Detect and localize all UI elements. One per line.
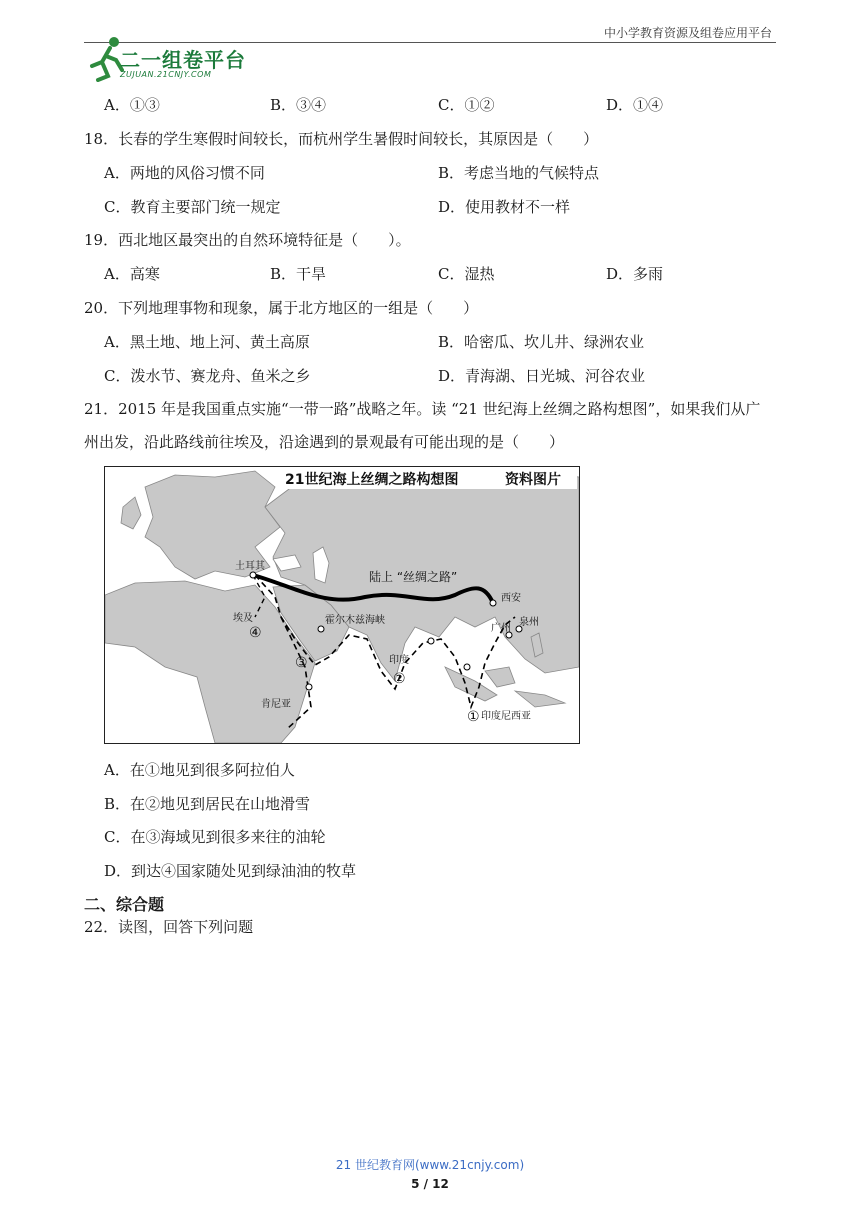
platform-header-text: 中小学教育资源及组卷应用平台 bbox=[603, 26, 772, 40]
q19-option-a: A．高寒 bbox=[104, 265, 160, 283]
map-label-guangzhou: 广州 bbox=[491, 623, 511, 634]
map-label-egypt: 埃及 bbox=[233, 613, 253, 624]
map-marker-1: ① bbox=[467, 709, 480, 725]
map-label-hormuz: 霍尔木兹海峡 bbox=[325, 615, 385, 626]
q22-stem: 22．读图，回答下列问题 bbox=[84, 918, 254, 936]
map-title: 21世纪海上丝绸之路构想图 bbox=[285, 472, 459, 488]
q21-option-d: D．到达④国家随处见到绿油油的牧草 bbox=[104, 862, 357, 880]
silk-road-map bbox=[104, 466, 580, 744]
map-label-xian: 西安 bbox=[501, 593, 521, 604]
q17-option-c: C．①② bbox=[438, 96, 495, 114]
q19-option-b: B．干旱 bbox=[270, 265, 327, 283]
q17-option-b: B．③④ bbox=[270, 96, 327, 114]
q20-stem: 20．下列地理事物和现象，属于北方地区的一组是（ ） bbox=[84, 299, 479, 317]
map-marker-3: ③ bbox=[295, 655, 308, 671]
map-label-india: 印度 bbox=[389, 655, 409, 666]
q19-option-c: C．湿热 bbox=[438, 265, 495, 283]
q18-option-b: B．考虑当地的气候特点 bbox=[438, 164, 600, 182]
q17-options bbox=[84, 94, 784, 116]
q18-option-d: D．使用教材不一样 bbox=[438, 198, 571, 216]
q21-option-a: A．在①地见到很多阿拉伯人 bbox=[104, 761, 295, 779]
q19-option-d: D．多雨 bbox=[606, 265, 664, 283]
map-label-quanzhou: 泉州 bbox=[519, 617, 539, 628]
q18-option-a: A．两地的风俗习惯不同 bbox=[104, 164, 265, 182]
q17-option-a: A．①③ bbox=[104, 96, 160, 114]
map-label-indonesia: 印度尼西亚 bbox=[481, 711, 531, 722]
footer-site-link[interactable]: 21 世纪教育网(www.21cnjy.com) bbox=[335, 1158, 525, 1172]
q19-stem: 19．西北地区最突出的自然环境特征是（ ）。 bbox=[84, 231, 411, 249]
map-marker-2: ② bbox=[393, 671, 406, 687]
map-label-land-route: 陆上 “丝绸之路” bbox=[369, 570, 458, 584]
logo-subtext: ZUJUAN.21CNJY.COM bbox=[120, 70, 212, 79]
q18-option-c: C．教育主要部门统一规定 bbox=[104, 198, 281, 216]
q20-option-c: C．泼水节、赛龙舟、鱼米之乡 bbox=[104, 367, 311, 385]
q20-options-row1 bbox=[84, 331, 784, 353]
map-source: 资料图片 bbox=[505, 472, 561, 488]
page-number: 5 / 12 bbox=[411, 1177, 449, 1191]
q20-options-row2 bbox=[84, 365, 784, 387]
q21-option-c: C．在③海域见到很多来往的油轮 bbox=[104, 828, 326, 846]
q21-stem-line2: 州出发，沿此路线前往埃及，沿途遇到的景观最有可能出现的是（ ） bbox=[84, 433, 565, 451]
q18-stem: 18．长春的学生寒假时间较长，而杭州学生暑假时间较长，其原因是（ ） bbox=[84, 130, 599, 148]
q19-options bbox=[84, 263, 784, 285]
q20-option-b: B．哈密瓜、坎儿井、绿洲农业 bbox=[438, 333, 645, 351]
q21-option-b: B．在②地见到居民在山地滑雪 bbox=[104, 795, 311, 813]
map-label-kenya: 肯尼亚 bbox=[261, 699, 291, 710]
map-label-turkey: 土耳其 bbox=[235, 561, 265, 572]
q20-option-a: A．黑土地、地上河、黄土高原 bbox=[104, 333, 310, 351]
section-heading: 二、综合题 bbox=[84, 895, 165, 914]
q20-option-d: D．青海湖、日光城、河谷农业 bbox=[438, 367, 646, 385]
q18-options-row2 bbox=[84, 196, 784, 218]
logo-text: 二一组卷平台 bbox=[120, 48, 246, 72]
q18-options-row1 bbox=[84, 162, 784, 184]
q17-option-d: D．①④ bbox=[606, 96, 664, 114]
map-marker-4: ④ bbox=[249, 625, 262, 641]
q21-stem-line1: 21．2015 年是我国重点实施“一带一路”战略之年。读 “21 世纪海上丝绸之路构想图”，如果我们从广 bbox=[84, 400, 761, 418]
